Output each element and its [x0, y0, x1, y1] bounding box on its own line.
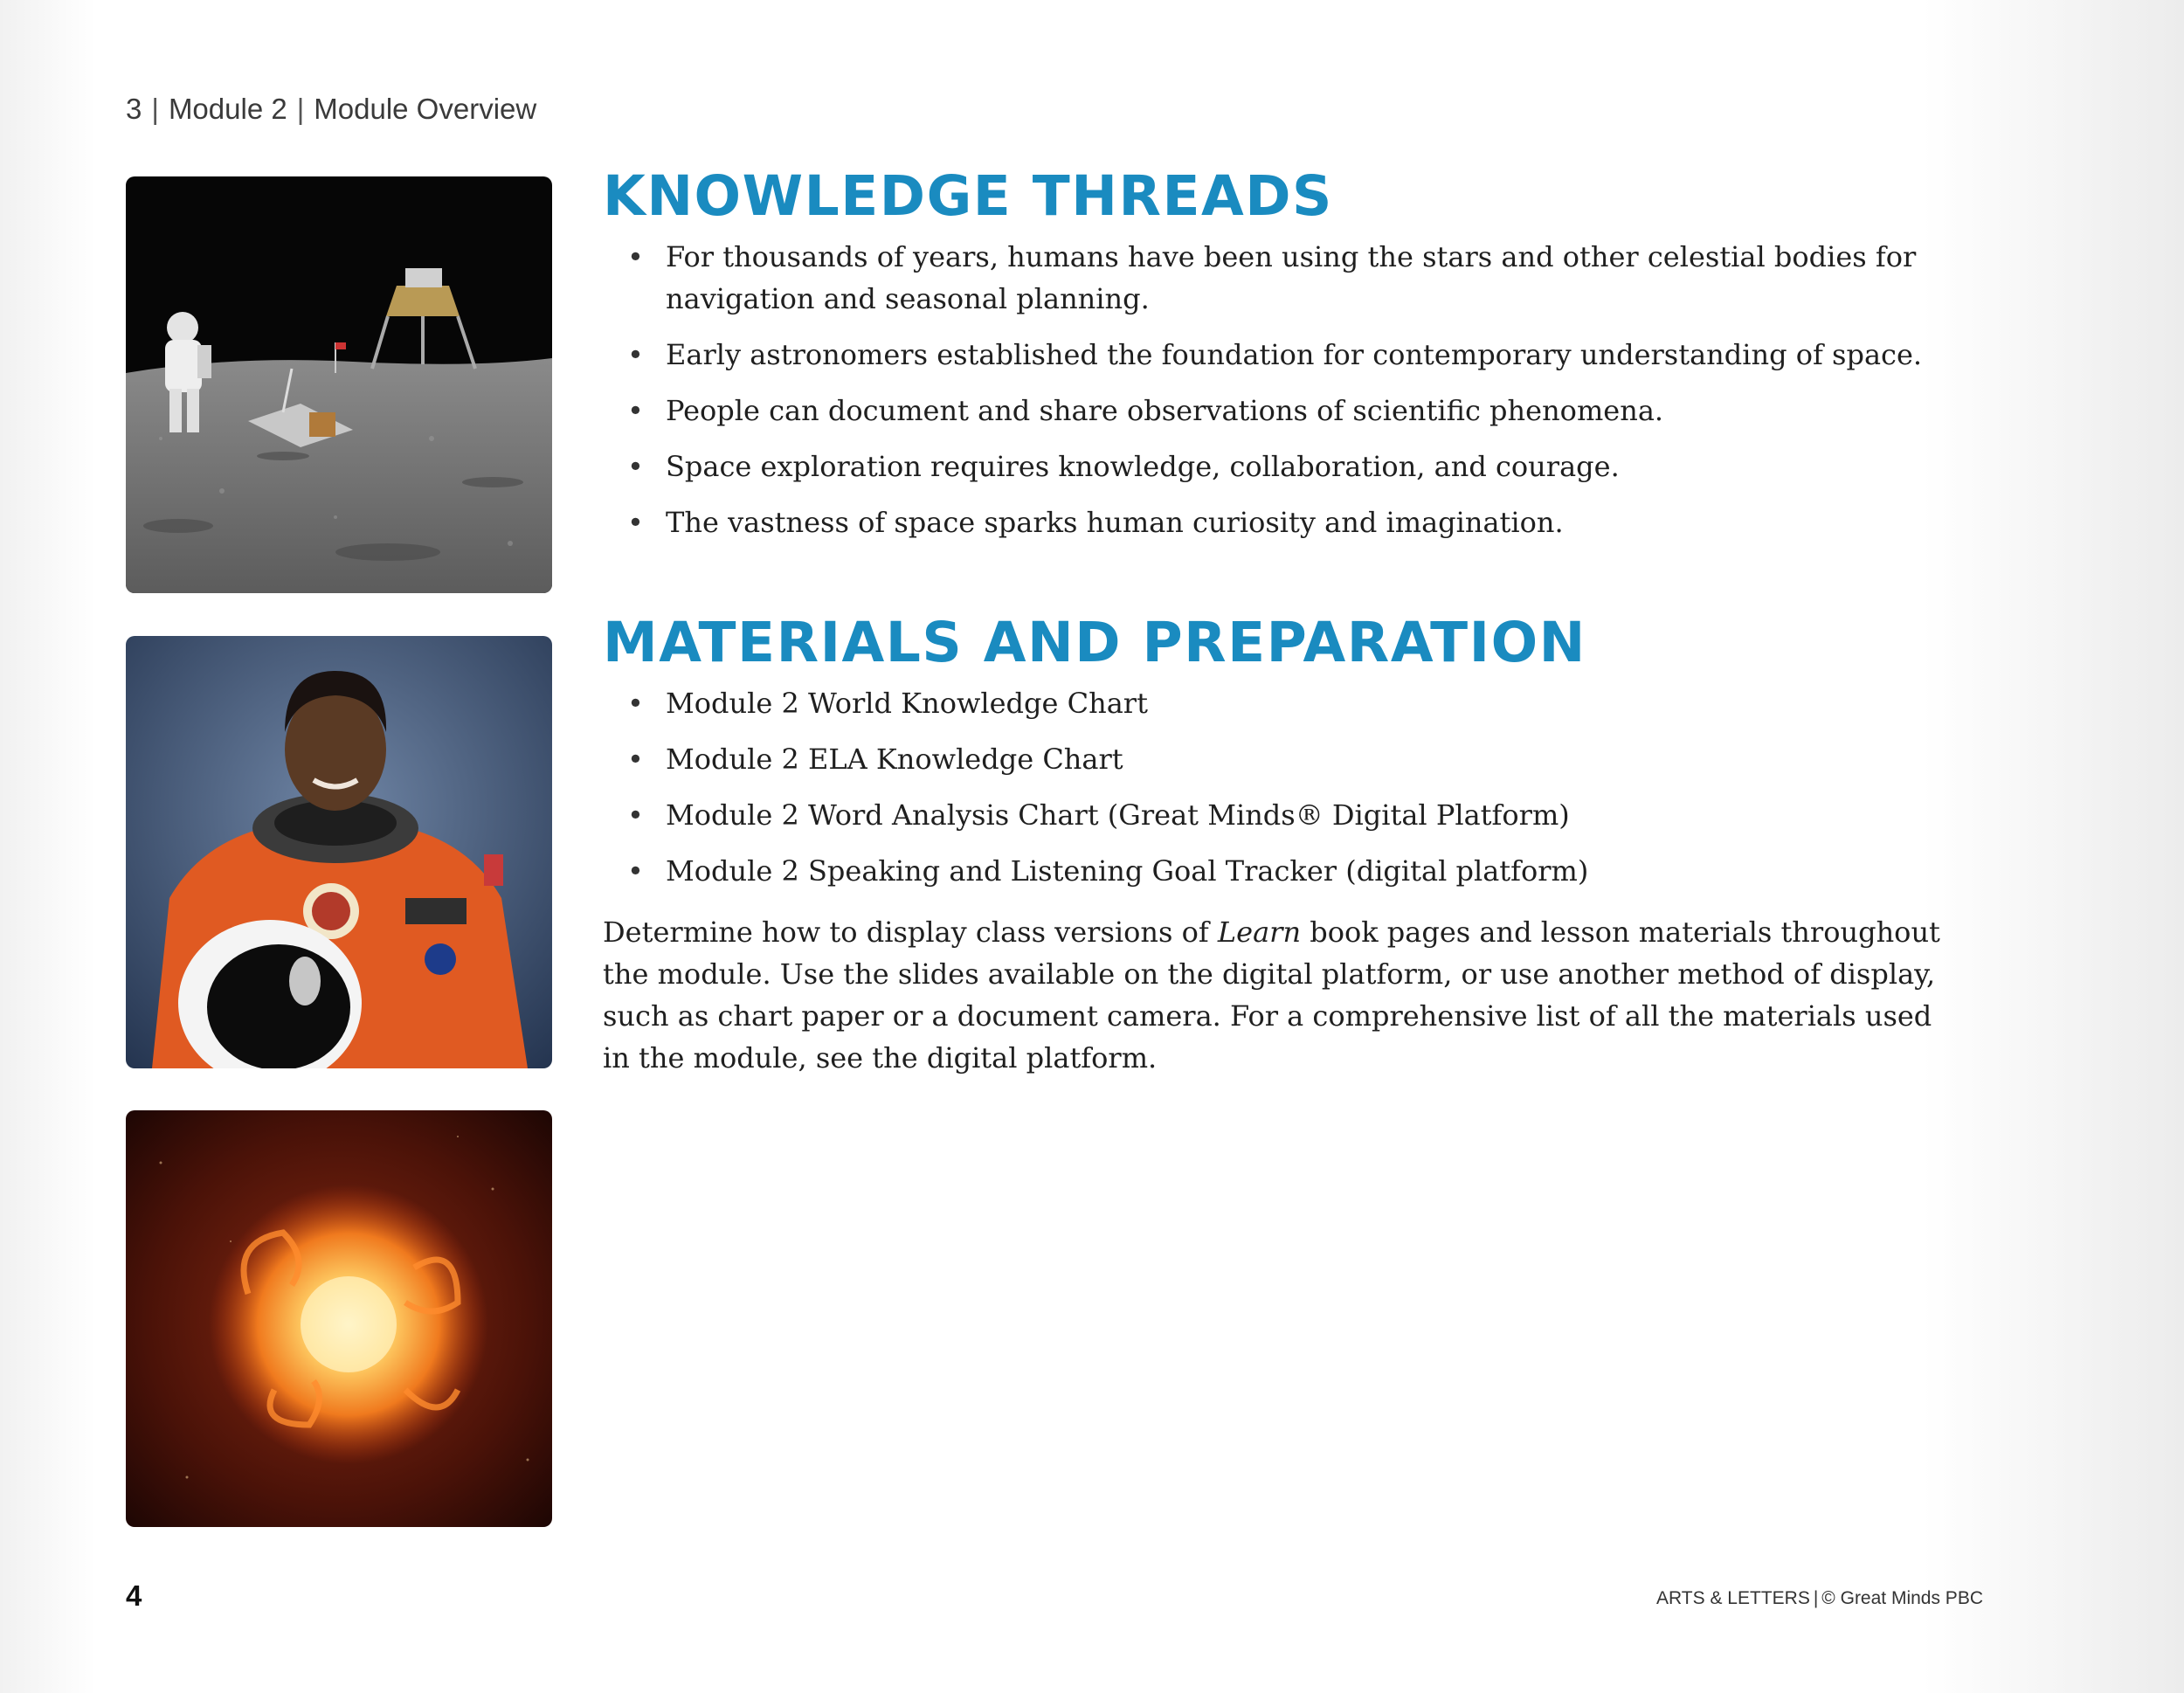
page-number: 4: [126, 1579, 142, 1612]
materials-list: [603, 682, 1966, 892]
footer-separator: |: [1813, 1588, 1819, 1608]
learn-book-title: Learn: [1217, 916, 1302, 950]
breadcrumb-module: Module 2: [168, 93, 287, 125]
publication-name: ARTS & LETTERS: [1656, 1588, 1810, 1608]
breadcrumb-separator: |: [151, 93, 159, 125]
list-item: • Early astronomers established the foundation for contemporary understanding of space.: [603, 334, 1966, 376]
list-item: • Module 2 World Knowledge Chart: [603, 682, 1966, 724]
knowledge-threads-list: [603, 236, 1966, 543]
paragraph-text: book pages and lesson materials throughout the module. Use the slides available on the digital platform, or use another method of display, such as chart paper or a document camera. For a comprehensive list of all the materials used in the module, see the digital platform.: [603, 916, 1940, 1075]
moon-landing-photo: [126, 176, 552, 593]
breadcrumb: [126, 93, 536, 126]
breadcrumb-lesson: 3: [126, 93, 142, 125]
astronaut-portrait-photo: [126, 636, 552, 1068]
materials-paragraph: [603, 911, 1966, 1079]
knowledge-threads-heading: KNOWLEDGE THREADS: [603, 164, 1333, 228]
list-item: • Module 2 Word Analysis Chart (Great Minds® Digital Platform): [603, 794, 1966, 836]
list-item: • Space exploration requires knowledge, collaboration, and courage.: [603, 446, 1966, 487]
copyright-text: © Great Minds PBC: [1821, 1588, 1983, 1608]
materials-section: [603, 611, 1966, 1079]
list-item: • The vastness of space sparks human curiosity and imagination.: [603, 501, 1966, 543]
knowledge-threads-section: [603, 164, 1966, 557]
breadcrumb-separator: |: [296, 93, 305, 125]
breadcrumb-section: Module Overview: [314, 93, 537, 125]
footer-credit: [1656, 1588, 1983, 1609]
list-item: • People can document and share observations of scientific phenomena.: [603, 390, 1966, 432]
materials-heading: MATERIALS AND PREPARATION: [603, 611, 1586, 674]
list-item: • For thousands of years, humans have been using the stars and other celestial bodies for navigation and seasonal planning.: [603, 236, 1966, 320]
paragraph-text: Determine how to display class versions of: [603, 916, 1218, 950]
list-item: • Module 2 ELA Knowledge Chart: [603, 738, 1966, 780]
sun-flare-photo: [126, 1110, 552, 1527]
list-item: • Module 2 Speaking and Listening Goal Tracker (digital platform): [603, 850, 1966, 892]
